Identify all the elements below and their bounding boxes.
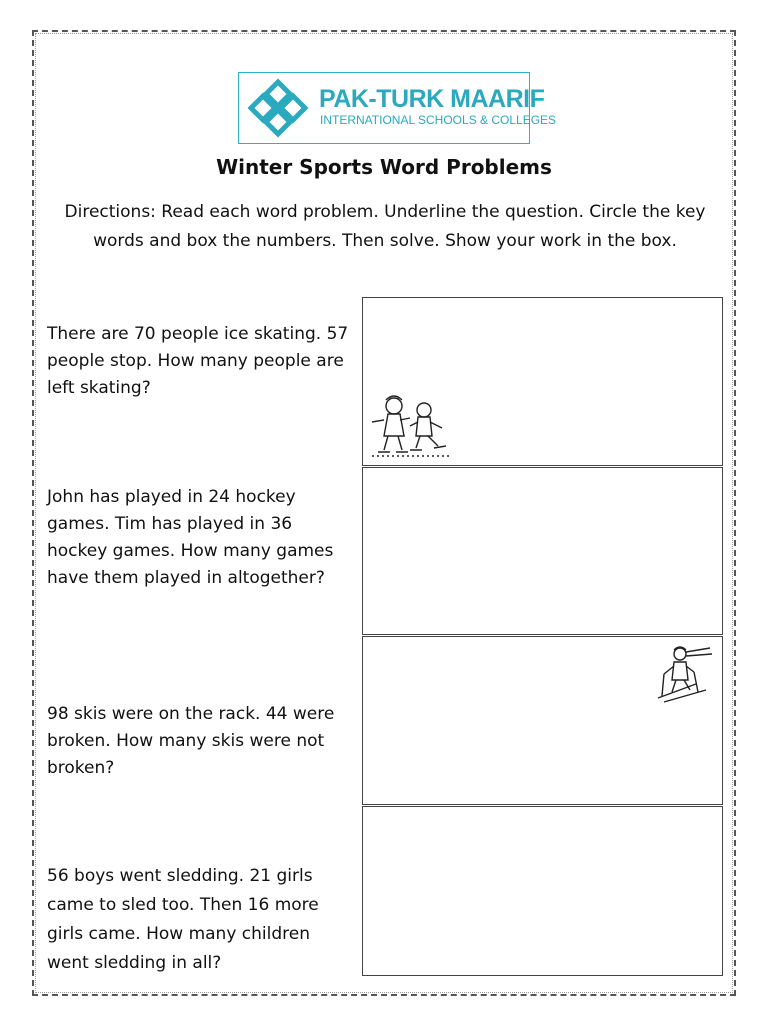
skier-icon [656, 642, 718, 704]
logo-knot-icon [243, 76, 313, 140]
problem-3-text: 98 skis were on the rack. 44 were broken. How many skis were not broken? [47, 704, 335, 778]
work-box-4[interactable] [362, 806, 723, 976]
problem-4-text: 56 boys went sledding. 21 girls came to sled too. Then 16 more girls came. How many children went sledding in all? [47, 866, 319, 973]
problem-1-text: There are 70 people ice skating. 57 people stop. How many people are left skating? [47, 324, 349, 398]
ice-skaters-icon [368, 392, 454, 460]
school-logo [238, 72, 557, 144]
directions-text: Directions: Read each word problem. Underline the question. Circle the key words and box the numbers. Then solve. Show your work in the box. [64, 202, 706, 251]
logo-subtitle: INTERNATIONAL SCHOOLS & COLLEGES [320, 113, 557, 127]
problem-2-text: John has played in 24 hockey games. Tim has played in 36 hockey games. How many games have them played in altogether? [47, 487, 334, 588]
work-box-2[interactable] [362, 467, 723, 635]
logo-name: PAK-TURK MAARIF [319, 85, 545, 113]
worksheet-title: Winter Sports Word Problems [216, 155, 552, 179]
